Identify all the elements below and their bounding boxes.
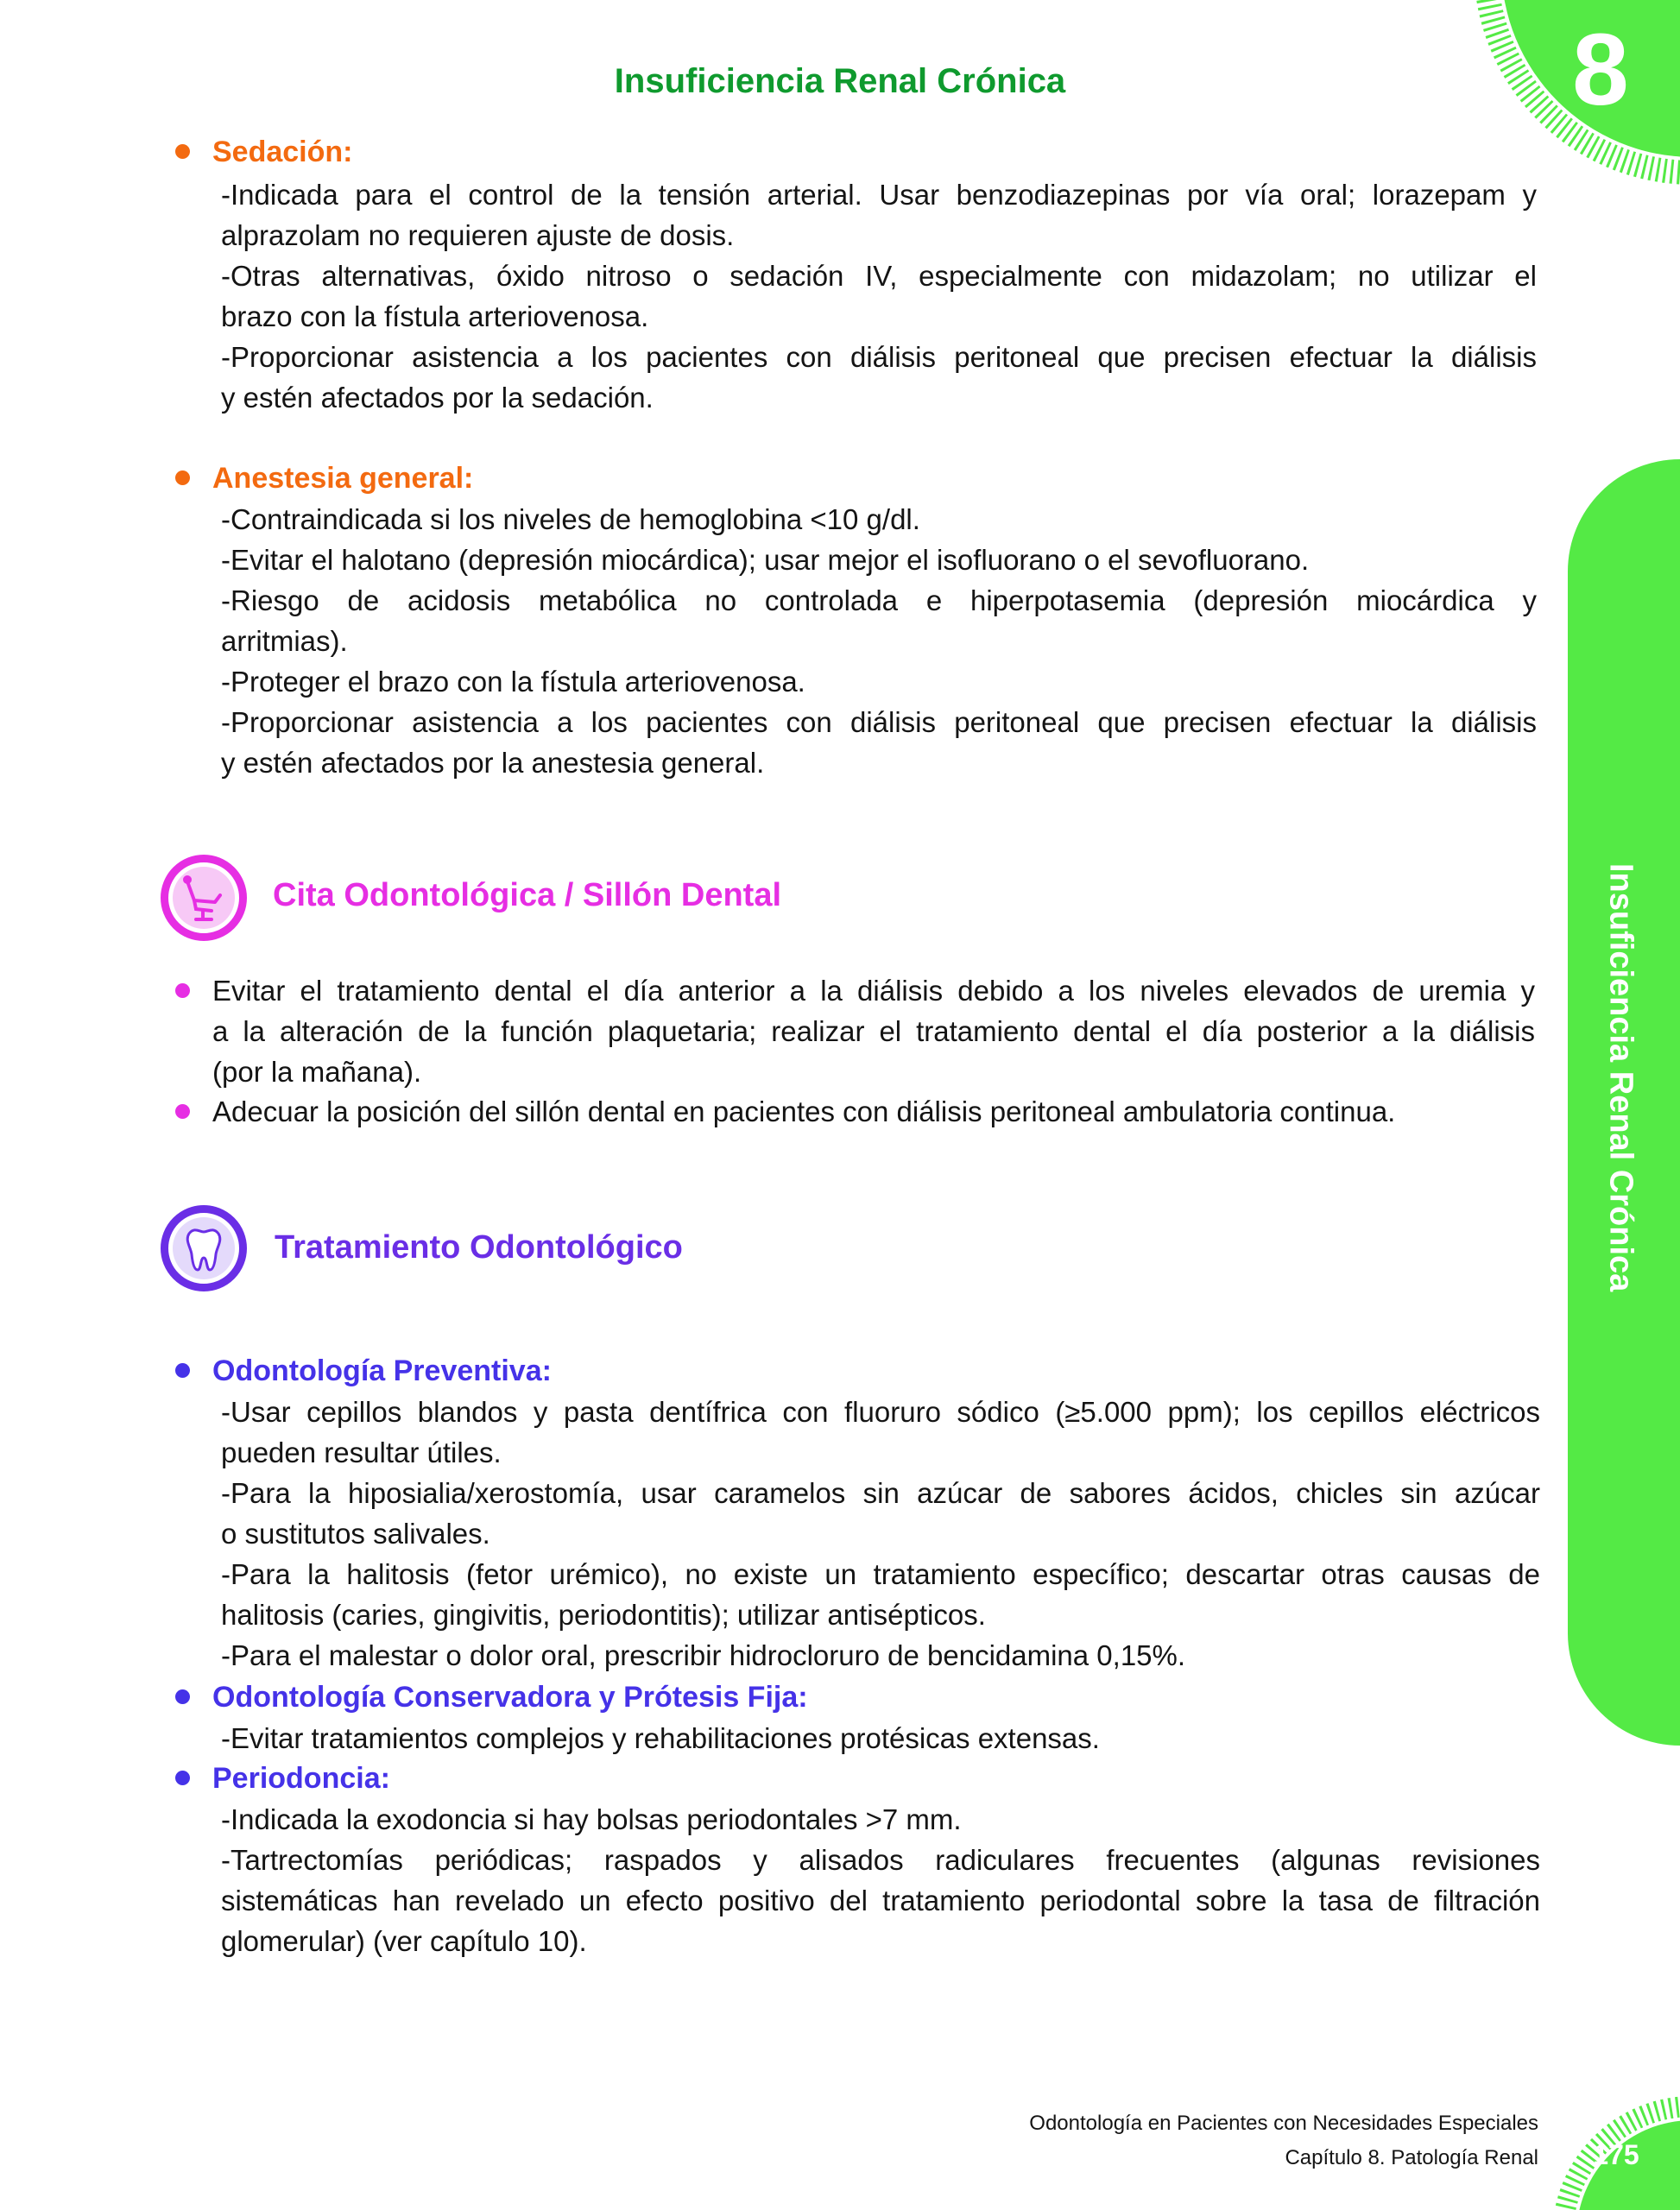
page-number: 175 [1593, 2139, 1639, 2170]
text-line: -Otras alternativas, óxido nitroso o sedación IV, especialmente con midazolam; no utilizar el [221, 260, 1537, 292]
text-line: (por la mañana). [212, 1056, 422, 1088]
text-line: -Indicada para el control de la tensión arterial. Usar benzodiazepinas por vía oral; lorazepam y [221, 179, 1537, 211]
text-line: arritmias). [221, 625, 348, 657]
side-tab-label-container [1564, 863, 1677, 1381]
text-line: brazo con la fístula arteriovenosa. [221, 300, 649, 332]
bullet-dot [175, 1363, 190, 1378]
text-line: o sustitutos salivales. [221, 1518, 490, 1550]
cita-bullet-2 [212, 1091, 1535, 1132]
text-line: -Usar cepillos blandos y pasta dentífrica con fluoruro sódico (≥5.000 ppm); los cepillos eléctricos [221, 1396, 1540, 1428]
bullet-dot [175, 1689, 190, 1704]
preventiva-heading-text: Odontología Preventiva: [212, 1354, 552, 1387]
text-line: y estén afectados por la sedación. [221, 382, 654, 414]
text-line: Evitar el tratamiento dental el día anterior a la diálisis debido a los niveles elevados de uremia y [212, 975, 1535, 1007]
side-tab-label: Insuficiencia Renal Crónica [1602, 863, 1639, 1292]
sedacion-text [221, 174, 1537, 418]
text-line: -Riesgo de acidosis metabólica no controlada e hiperpotasemia (depresión miocárdica y [221, 584, 1537, 616]
conservadora-heading [212, 1676, 808, 1718]
tratamiento-title: Tratamiento Odontológico [275, 1229, 683, 1266]
tooth-icon [161, 1205, 247, 1291]
conservadora-text [221, 1718, 1537, 1759]
text-line: -Evitar tratamientos complejos y rehabilitaciones protésicas extensas. [221, 1722, 1100, 1754]
text-line: -Proporcionar asistencia a los pacientes con diálisis peritoneal que precisen efectuar la diálisis [221, 341, 1537, 373]
text-line: -Proporcionar asistencia a los pacientes con diálisis peritoneal que precisen efectuar la diálisis [221, 706, 1537, 738]
text-line: -Proteger el brazo con la fístula arteriovenosa. [221, 666, 805, 698]
bullet-dot [175, 983, 190, 998]
cita-title: Cita Odontológica / Sillón Dental [273, 877, 782, 913]
text-line: sistemáticas han revelado un efecto positivo del tratamiento periodontal sobre la tasa de filtración [221, 1885, 1540, 1916]
text-line: pueden resultar útiles. [221, 1436, 502, 1468]
footer-chapter: Capítulo 8. Patología Renal [1285, 2146, 1538, 2169]
anestesia-heading-text: Anestesia general: [212, 462, 474, 495]
preventiva-text [221, 1392, 1540, 1676]
text-line: -Contraindicada si los niveles de hemoglobina <10 g/dl. [221, 503, 920, 535]
text-line: halitosis (caries, gingivitis, periodontitis); utilizar antisépticos. [221, 1599, 986, 1631]
text-line: a la alteración de la función plaquetaria; realizar el tratamiento dental el día posterior a la diálisis [212, 1015, 1535, 1047]
cita-bullet-1 [212, 970, 1535, 1092]
anestesia-text [221, 499, 1537, 783]
text-line: glomerular) (ver capítulo 10). [221, 1925, 587, 1957]
conservadora-heading-text: Odontología Conservadora y Prótesis Fija: [212, 1681, 808, 1714]
text-line: alprazolam no requieren ajuste de dosis. [221, 219, 735, 251]
preventiva-heading [212, 1350, 552, 1392]
anestesia-heading [212, 458, 473, 499]
footer-book-title: Odontología en Pacientes con Necesidades Especiales [1029, 2112, 1538, 2135]
text-line: Adecuar la posición del sillón dental en pacientes con diálisis peritoneal ambulatoria continua. [212, 1096, 1396, 1127]
page-title: Insuficiencia Renal Crónica [614, 62, 1066, 100]
text-line: -Para el malestar o dolor oral, prescribir hidrocloruro de bencidamina 0,15%. [221, 1639, 1186, 1671]
sedacion-heading-text: Sedación: [212, 136, 353, 168]
dental-chair-icon [161, 855, 247, 941]
bullet-dot [175, 144, 190, 159]
periodoncia-heading-text: Periodoncia: [212, 1762, 390, 1795]
periodoncia-heading [212, 1758, 390, 1799]
chapter-number: 8 [1572, 13, 1629, 127]
text-line: y estén afectados por la anestesia general. [221, 747, 765, 779]
text-line: -Tartrectomías periódicas; raspados y alisados radiculares frecuentes (algunas revisiones [221, 1844, 1540, 1876]
text-line: -Evitar el halotano (depresión miocárdica); usar mejor el isofluorano o el sevofluorano. [221, 544, 1310, 576]
text-line: -Para la hiposialia/xerostomía, usar caramelos sin azúcar de sabores ácidos, chicles sin azúcar [221, 1477, 1540, 1509]
bullet-dot [175, 1771, 190, 1785]
text-line: -Indicada la exodoncia si hay bolsas periodontales >7 mm. [221, 1803, 962, 1835]
periodoncia-text [221, 1799, 1540, 1961]
bullet-dot [175, 1104, 190, 1119]
bullet-dot [175, 470, 190, 485]
sedacion-heading [212, 131, 352, 173]
text-line: -Para la halitosis (fetor urémico), no existe un tratamiento específico; descartar otras causas de [221, 1558, 1540, 1590]
